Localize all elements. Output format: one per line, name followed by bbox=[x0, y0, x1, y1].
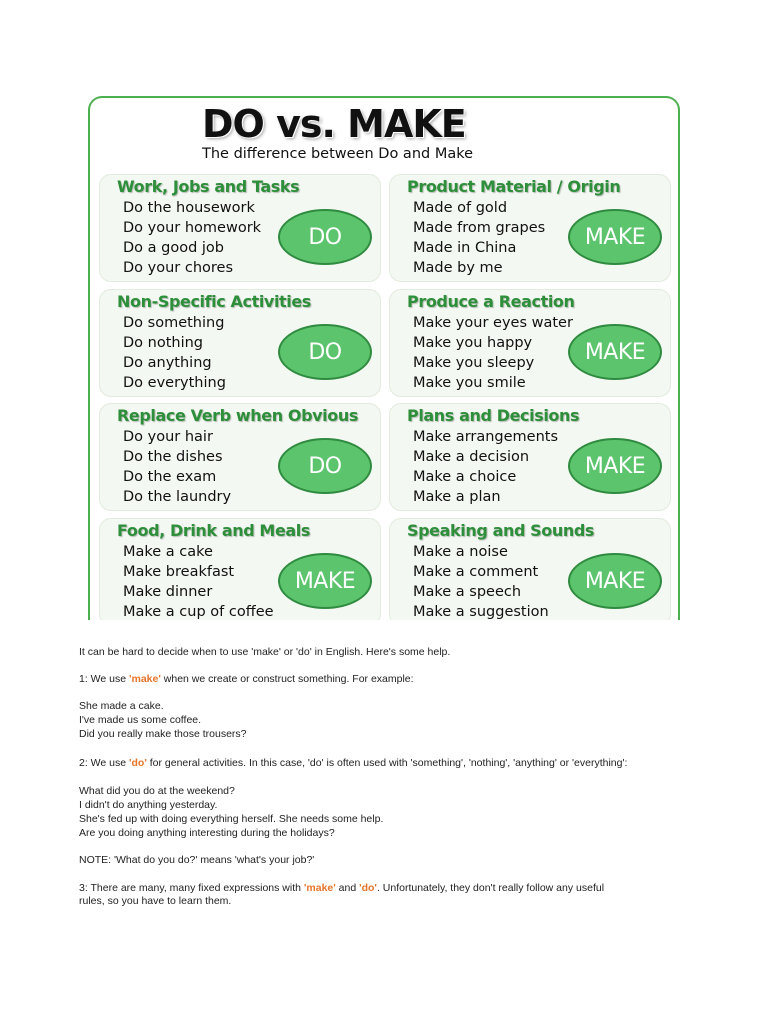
infographic-title: DO vs. MAKE bbox=[202, 102, 466, 146]
panel-item: Do your hair bbox=[123, 429, 213, 445]
rule-3-and: and bbox=[335, 882, 360, 894]
panel-item: Make a decision bbox=[413, 449, 530, 465]
panel-item: Make a suggestion bbox=[413, 604, 549, 620]
rule-2-suffix: for general activities. In this case, 'do' is often used with 'something', 'nothing', 'anything' or 'everything': bbox=[146, 757, 628, 769]
panel-work-jobs-tasks bbox=[99, 174, 381, 282]
note-text: NOTE: 'What do you do?' means 'what's your job?' bbox=[79, 854, 315, 866]
panel-item: Make dinner bbox=[123, 584, 213, 600]
panel-title: Speaking and Sounds bbox=[407, 521, 595, 540]
panel-item: Make a cup of coffee bbox=[123, 604, 274, 620]
example-line: She made a cake. bbox=[79, 700, 164, 712]
panel-item: Do your chores bbox=[123, 260, 234, 276]
make-badge: MAKE bbox=[568, 209, 662, 265]
rule-3-prefix: 3: There are many, many fixed expressions with bbox=[79, 882, 304, 894]
do-highlight: 'do' bbox=[129, 757, 147, 769]
panel-item: Make you smile bbox=[413, 375, 526, 391]
panel-speaking-and-sounds bbox=[389, 518, 671, 626]
panel-replace-verb-when-obvious bbox=[99, 403, 381, 511]
rule-2-prefix: 2: We use bbox=[79, 757, 129, 769]
panel-item: Made of gold bbox=[413, 200, 508, 216]
rule-3-continued: rules, so you have to learn them. bbox=[79, 895, 232, 907]
make-badge: MAKE bbox=[568, 438, 662, 494]
rule-3-suffix: . Unfortunately, they don't really follow any useful bbox=[376, 882, 605, 894]
example-line: She's fed up with doing everything herself. She needs some help. bbox=[79, 813, 384, 825]
panel-produce-a-reaction bbox=[389, 289, 671, 397]
panel-title: Produce a Reaction bbox=[407, 292, 575, 311]
panel-food-drink-meals bbox=[99, 518, 381, 626]
example-line: I've made us some coffee. bbox=[79, 714, 202, 726]
panel-title: Product Material / Origin bbox=[407, 177, 621, 196]
rule-1 bbox=[79, 673, 414, 685]
make-badge: MAKE bbox=[278, 553, 372, 609]
panel-item: Make a noise bbox=[413, 544, 508, 560]
panel-item: Make breakfast bbox=[123, 564, 235, 580]
intro-text: It can be hard to decide when to use 'make' or 'do' in English. Here's some help. bbox=[79, 646, 451, 658]
example-line: Did you really make those trousers? bbox=[79, 728, 247, 740]
panel-item: Do everything bbox=[123, 375, 226, 391]
make-highlight: 'make' bbox=[129, 673, 161, 685]
make-badge: MAKE bbox=[568, 553, 662, 609]
rule-1-prefix: 1: We use bbox=[79, 673, 129, 685]
panel-item: Make a speech bbox=[413, 584, 522, 600]
do-badge: DO bbox=[278, 438, 372, 494]
panel-product-material-origin bbox=[389, 174, 671, 282]
infographic-subtitle: The difference between Do and Make bbox=[202, 146, 474, 162]
do-highlight: 'do' bbox=[359, 882, 377, 894]
panel-title: Replace Verb when Obvious bbox=[117, 406, 358, 425]
rule-3 bbox=[79, 882, 604, 894]
make-highlight: 'make' bbox=[303, 882, 336, 894]
panel-item: Make you sleepy bbox=[413, 355, 535, 371]
panel-item: Make your eyes water bbox=[413, 315, 573, 331]
panel-item: Make a cake bbox=[123, 544, 213, 560]
panel-item: Do anything bbox=[123, 355, 212, 371]
panel-item: Make you happy bbox=[413, 335, 533, 351]
panel-title: Non-Specific Activities bbox=[117, 292, 311, 311]
panel-item: Made by me bbox=[413, 260, 503, 276]
panel-item: Make arrangements bbox=[413, 429, 559, 445]
panel-item: Make a choice bbox=[413, 469, 517, 485]
do-badge: DO bbox=[278, 324, 372, 380]
panel-item: Do something bbox=[123, 315, 225, 331]
panel-item: Make a plan bbox=[413, 489, 501, 505]
panel-item: Do the dishes bbox=[123, 449, 223, 465]
panel-item: Made in China bbox=[413, 240, 517, 256]
panel-item: Do nothing bbox=[123, 335, 204, 351]
panel-item: Do the laundry bbox=[123, 489, 232, 505]
make-badge: MAKE bbox=[568, 324, 662, 380]
panel-item: Do a good job bbox=[123, 240, 225, 256]
rule-2 bbox=[79, 757, 627, 769]
panel-item: Make a comment bbox=[413, 564, 539, 580]
panel-item: Made from grapes bbox=[413, 220, 546, 236]
panel-non-specific-activities bbox=[99, 289, 381, 397]
example-line: Are you doing anything interesting during the holidays? bbox=[79, 827, 335, 839]
do-badge: DO bbox=[278, 209, 372, 265]
rule-1-suffix: when we create or construct something. For example: bbox=[160, 673, 414, 685]
do-vs-make-infographic bbox=[88, 96, 680, 656]
example-line: I didn't do anything yesterday. bbox=[79, 799, 218, 811]
panel-title: Food, Drink and Meals bbox=[117, 521, 311, 540]
panel-item: Do your homework bbox=[123, 220, 262, 236]
example-line: What did you do at the weekend? bbox=[79, 785, 235, 797]
panel-plans-and-decisions bbox=[389, 403, 671, 511]
panel-title: Plans and Decisions bbox=[407, 406, 580, 425]
panel-item: Do the exam bbox=[123, 469, 217, 485]
panel-item: Do the housework bbox=[123, 200, 255, 216]
panel-title: Work, Jobs and Tasks bbox=[117, 177, 300, 196]
